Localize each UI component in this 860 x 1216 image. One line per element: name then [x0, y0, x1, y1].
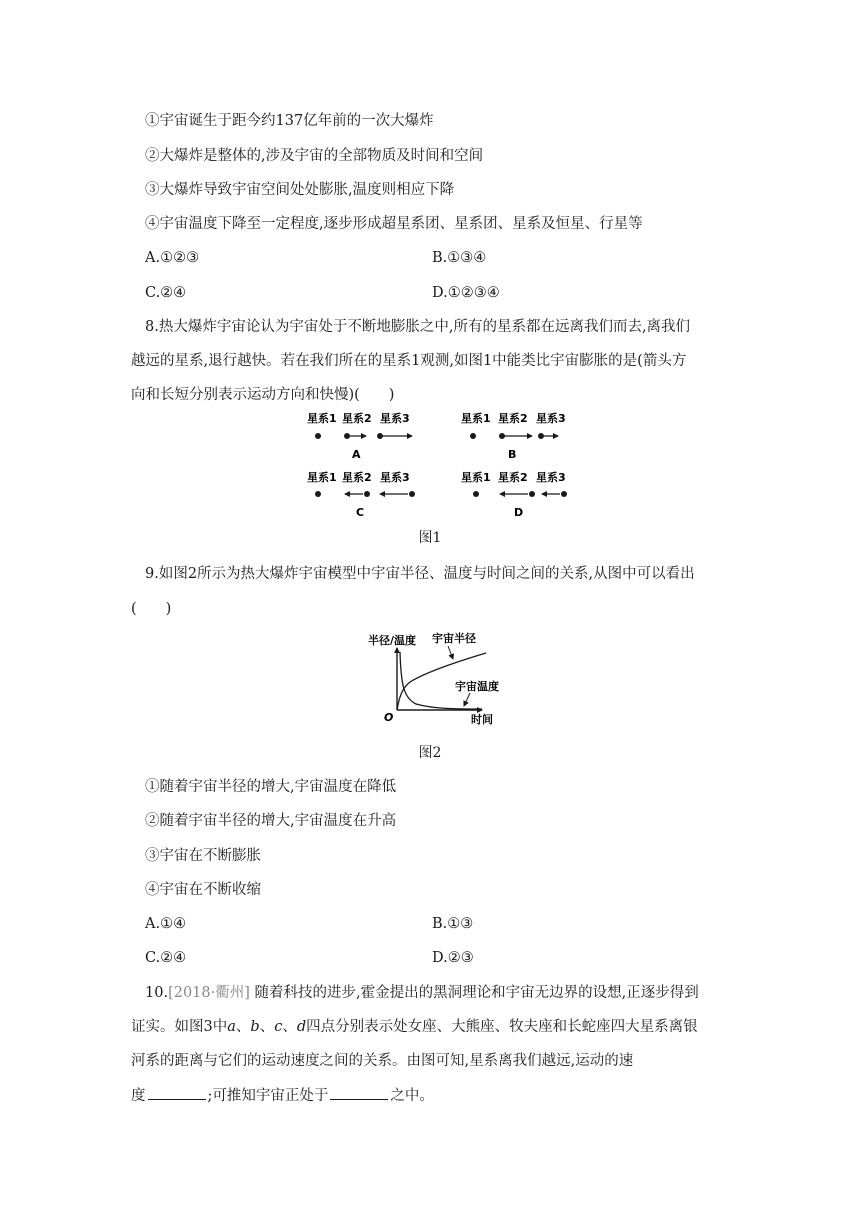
- figure-1: [290, 408, 580, 520]
- q7-option-b: B.①③④: [432, 250, 487, 266]
- fig1-b-label-1: 星系1: [461, 412, 491, 425]
- fig1-c-dot-3: [409, 491, 415, 497]
- fig1-c-label-3: 星系3: [380, 471, 410, 484]
- q8-line-2: 越远的星系,退行越快。若在我们所在的星系1观测,如图1中能类比宇宙膨胀的是(箭头方: [131, 353, 687, 369]
- fig1-b-dot-1: [470, 433, 476, 439]
- statement-1: ①宇宙诞生于距今约137亿年前的一次大爆炸: [145, 113, 434, 129]
- q10-number: 10.: [145, 985, 169, 1001]
- q9-option-b: B.①③: [432, 916, 474, 932]
- q9-line-2: ( ): [131, 601, 172, 617]
- fig2-radius-pointer: [448, 646, 453, 659]
- fig1-panel-b-letter: B: [508, 448, 517, 461]
- q10-line-4-mid: ;可推知宇宙正处于: [207, 1088, 329, 1104]
- q10-sep-3: 、: [282, 1019, 297, 1035]
- fig1-a-label-2: 星系2: [342, 412, 372, 425]
- figure-2: [364, 626, 500, 728]
- fig1-panel-a: [307, 411, 412, 461]
- figure-1-caption: 图1: [418, 530, 442, 546]
- fig1-d-label-2: 星系2: [498, 471, 528, 484]
- fig2-origin: O: [384, 711, 394, 724]
- statement-2: ②大爆炸是整体的,涉及宇宙的全部物质及时间和空间: [145, 148, 484, 164]
- fig1-a-dot-1: [315, 433, 321, 439]
- fig2-temp-label: 宇宙温度: [455, 680, 499, 693]
- statement-4: ④宇宙温度下降至一定程度,逐步形成超星系团、星系团、星系及恒星、行星等: [145, 216, 643, 232]
- q8-line-1: 8.热大爆炸宇宙论认为宇宙处于不断地膨胀之中,所有的星系都在远离我们而去,离我们: [145, 319, 691, 335]
- q10-line-2-pre: 证实。如图3中: [131, 1019, 228, 1035]
- figure-2-caption: 图2: [418, 745, 442, 761]
- fig1-d-dot-3: [561, 491, 567, 497]
- fig1-d-label-3: 星系3: [536, 471, 566, 484]
- fig1-panel-c: [307, 470, 415, 519]
- q9-statement-4: ④宇宙在不断收缩: [145, 882, 261, 898]
- fig1-d-dot-2: [529, 491, 535, 497]
- q10-line-2: [131, 1017, 698, 1037]
- q10-source-tag: [2018·衢州]: [168, 985, 250, 1001]
- q10-line-4: [131, 1085, 434, 1106]
- q10-var-d: d: [296, 1019, 307, 1035]
- fig1-c-label-1: 星系1: [307, 471, 337, 484]
- q9-line-1: 9.如图2所示为热大爆炸宇宙模型中宇宙半径、温度与时间之间的关系,从图中可以看出: [145, 566, 695, 582]
- q10-var-a: a: [227, 1019, 236, 1035]
- fig1-a-label-3: 星系3: [380, 412, 410, 425]
- fig1-panel-d: [461, 470, 567, 519]
- fig2-radius-label: 宇宙半径: [432, 632, 476, 645]
- q10-sep-1: 、: [235, 1019, 251, 1035]
- q7-option-c: C.②④: [145, 285, 187, 301]
- q10-var-c: c: [274, 1019, 283, 1035]
- q10-line-4-post: 之中。: [390, 1088, 434, 1104]
- statement-3: ③大爆炸导致宇宙空间处处膨胀,温度则相应下降: [145, 182, 455, 198]
- q8-line-3: 向和长短分别表示运动方向和快慢)( ): [131, 387, 395, 403]
- q9-statement-3: ③宇宙在不断膨胀: [145, 848, 261, 864]
- q10-line-3: 河系的距离与它们的运动速度之间的关系。由图可知,星系离我们越远,运动的速: [131, 1053, 634, 1069]
- q9-option-c: C.②④: [145, 950, 187, 966]
- q10-sep-2: 、: [259, 1019, 275, 1035]
- q10-line-1: [145, 983, 699, 1003]
- fig1-panel-b: [461, 411, 566, 461]
- fig1-c-dot-2: [364, 491, 370, 497]
- q9-option-a: A.①④: [145, 916, 187, 932]
- fig1-panel-c-letter: C: [356, 506, 365, 519]
- fig1-b-label-3: 星系3: [536, 412, 566, 425]
- q7-option-a: A.①②③: [145, 250, 200, 266]
- fig1-d-dot-1: [473, 491, 479, 497]
- q10-line-1-text: 随着科技的进步,霍金提出的黑洞理论和宇宙无边界的设想,正逐步得到: [249, 985, 699, 1001]
- q10-line-2-post: 四点分别表示处女座、大熊座、牧夫座和长蛇座四大星系离银: [306, 1019, 698, 1035]
- fig1-c-dot-1: [315, 491, 321, 497]
- q10-blank-2[interactable]: [330, 1085, 388, 1100]
- fig1-b-label-2: 星系2: [498, 412, 528, 425]
- q9-option-d: D.②③: [432, 950, 474, 966]
- q9-statement-1: ①随着宇宙半径的增大,宇宙温度在降低: [145, 779, 397, 795]
- fig1-a-label-1: 星系1: [307, 412, 337, 425]
- fig1-d-label-1: 星系1: [461, 471, 491, 484]
- q10-line-4-pre: 度: [131, 1088, 146, 1104]
- q10-blank-1[interactable]: [148, 1085, 206, 1100]
- fig1-panel-d-letter: D: [514, 506, 524, 519]
- q10-var-b: b: [250, 1019, 260, 1035]
- q7-option-d: D.①②③④: [432, 285, 500, 301]
- fig2-x-label: 时间: [471, 713, 493, 726]
- fig1-panel-a-letter: A: [352, 448, 361, 461]
- fig1-c-label-2: 星系2: [342, 471, 372, 484]
- fig2-temp-pointer: [464, 693, 470, 706]
- fig2-y-label: 半径/温度: [368, 634, 417, 647]
- q9-statement-2: ②随着宇宙半径的增大,宇宙温度在升高: [145, 813, 397, 829]
